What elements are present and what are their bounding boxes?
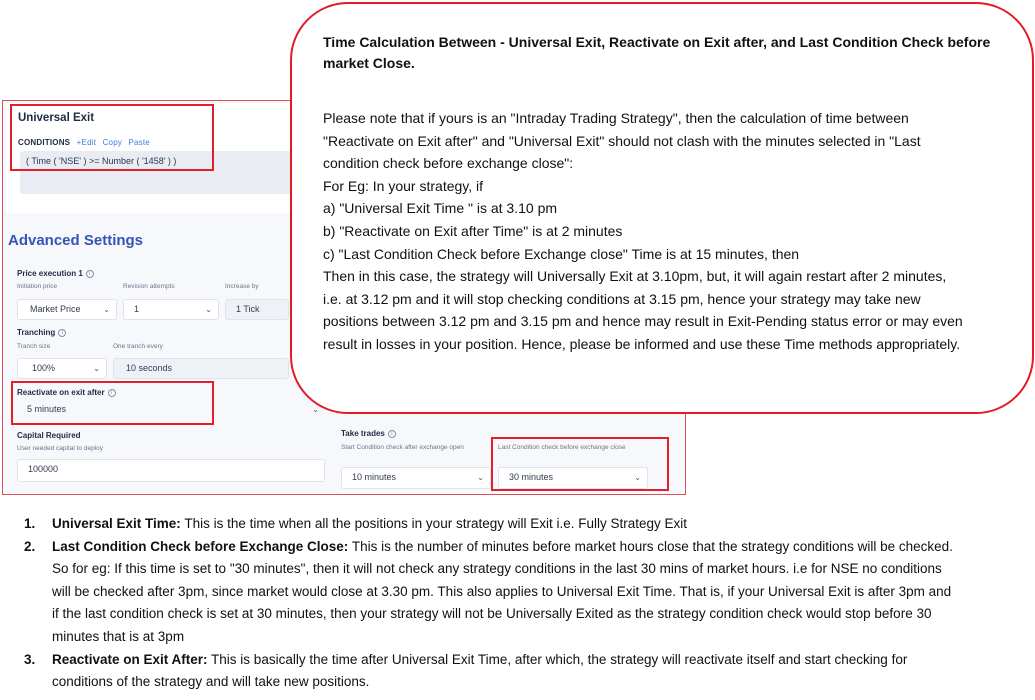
- list-heading: Last Condition Check before Exchange Close:: [52, 538, 349, 554]
- increase-by-field[interactable]: 1 Tick: [225, 299, 289, 320]
- edit-link[interactable]: +Edit: [76, 138, 97, 147]
- chevron-down-icon: ⌄: [477, 473, 484, 482]
- increase-by-label: Increase by: [225, 283, 259, 290]
- info-icon: i: [86, 270, 94, 278]
- callout-line: condition check before exchange close":: [323, 155, 574, 172]
- last-condition-select[interactable]: 30 minutes ⌄: [498, 467, 648, 489]
- capital-input[interactable]: 100000: [17, 459, 325, 482]
- universal-exit-title: Universal Exit: [18, 112, 95, 124]
- list-number: 1.: [24, 516, 36, 531]
- last-condition-highlight: [491, 437, 669, 491]
- last-condition-label: Last Condition check before exchange close: [498, 444, 626, 451]
- list-text: This is basically the time after Universal Exit Time, after which, the strategy will reactivate itself and start checking for conditions of the strategy and will take new positions.: [52, 651, 908, 690]
- callout-line: result in losses in your position. Hence, please be informed and use these Time methods appropriately.: [323, 335, 961, 352]
- universal-exit-highlight: [10, 104, 214, 171]
- callout-bubble: [290, 2, 1034, 414]
- tranch-every-field[interactable]: 10 seconds: [113, 358, 289, 379]
- reactivate-label: Reactivate on exit after i: [17, 388, 116, 397]
- callout-line: Please note that if yours is an "Intraday Trading Strategy", then the calculation of time between: [323, 110, 909, 126]
- start-condition-label: Start Condition check after exchange open: [341, 444, 464, 451]
- revision-attempts-select[interactable]: 1 ⌄: [123, 299, 219, 320]
- condition-text: ( Time ( 'NSE' ) >= Number ( '1458' ) ): [26, 156, 177, 166]
- chevron-down-icon: ⌄: [634, 473, 641, 482]
- tranch-size-select[interactable]: 100% ⌄: [17, 358, 107, 379]
- callout-line: "Reactivate on Exit after" and "Universal Exit" should not clash with the minutes selected in "Last: [323, 132, 921, 149]
- reactivate-select[interactable]: 5 minutes ⌄: [17, 400, 325, 421]
- notes-list: [24, 513, 954, 694]
- advanced-settings-heading: Advanced Settings: [8, 232, 144, 249]
- info-icon: i: [388, 430, 396, 438]
- list-text: This is the time when all the positions in your strategy will Exit i.e. Fully Strategy Exit: [180, 516, 688, 531]
- chevron-down-icon: ⌄: [312, 405, 319, 414]
- capital-required-label: Capital Required: [17, 431, 81, 440]
- callout-line: b) "Reactivate on Exit after Time" is at 2 minutes: [323, 222, 623, 239]
- chevron-down-icon: ⌄: [93, 364, 100, 373]
- price-execution-label: Price execution 1 i: [17, 269, 94, 278]
- copy-link[interactable]: Copy: [102, 138, 123, 147]
- info-icon: i: [58, 329, 66, 337]
- callout-line: Then in this case, the strategy will Universally Exit at 3.10pm, but, it will again restart after 2 minutes,: [323, 268, 947, 285]
- initiation-price-select[interactable]: Market Price ⌄: [17, 299, 117, 320]
- list-text: This is the number of minutes before market hours close that the strategy conditions will be checked. So for eg: If this time is set to "30 minutes", then it will not check any strategy conditions in the last 30 mins of market hours. i.e for NSE no conditions will be checked after 3pm, since market would close at 3.30 pm. This also applies to Universal Exit Time. That is, if your Universal Exit is after 3pm and if the last condition check is set at 30 minutes, then your strategy will not be Universally Exited as the strategy condition check would stop before 30 minutes that is at 3pm: [52, 538, 953, 644]
- list-heading: Reactivate on Exit After:: [52, 651, 208, 667]
- reactivate-highlight: [11, 381, 214, 425]
- callout-body: [323, 107, 1013, 356]
- tranching-label: Tranching i: [17, 328, 66, 337]
- list-number: 3.: [24, 651, 36, 667]
- callout-line: c) "Last Condition Check before Exchange close" Time is at 15 minutes, then: [323, 245, 800, 262]
- take-trades-label: Take trades i: [341, 429, 396, 438]
- callout-line: For Eg: In your strategy, if: [323, 177, 484, 194]
- callout-line: positions between 3.12 pm and 3.15 pm and hence may result in Exit-Pending status error or may even: [323, 313, 963, 330]
- callout-line: a) "Universal Exit Time " is at 3.10 pm: [323, 200, 558, 217]
- tranch-every-label: One tranch every: [113, 343, 163, 350]
- callout-title: Time Calculation Between - Universal Exit, Reactivate on Exit after, and Last Condition Check before market Close.: [323, 34, 991, 71]
- list-item: [24, 649, 954, 694]
- list-heading: Universal Exit Time:: [52, 516, 181, 531]
- list-item: [24, 536, 954, 649]
- start-condition-select[interactable]: 10 minutes ⌄: [341, 467, 491, 489]
- revision-attempts-label: Revision attempts: [123, 283, 175, 290]
- info-icon: i: [108, 389, 116, 397]
- list-number: 2.: [24, 538, 36, 554]
- paste-link[interactable]: Paste: [128, 138, 150, 147]
- tranch-size-label: Tranch size: [17, 343, 51, 350]
- callout-line: i.e. at 3.12 pm and it will stop checking conditions at 3.15 pm, hence your strategy may take new: [323, 290, 921, 307]
- capital-sublabel: User needed capital to deploy: [17, 445, 104, 452]
- chevron-down-icon: ⌄: [103, 305, 110, 314]
- chevron-down-icon: ⌄: [205, 305, 212, 314]
- initiation-price-label: Initiation price: [17, 283, 58, 290]
- list-item: [24, 513, 954, 536]
- conditions-label: CONDITIONS: [18, 138, 71, 147]
